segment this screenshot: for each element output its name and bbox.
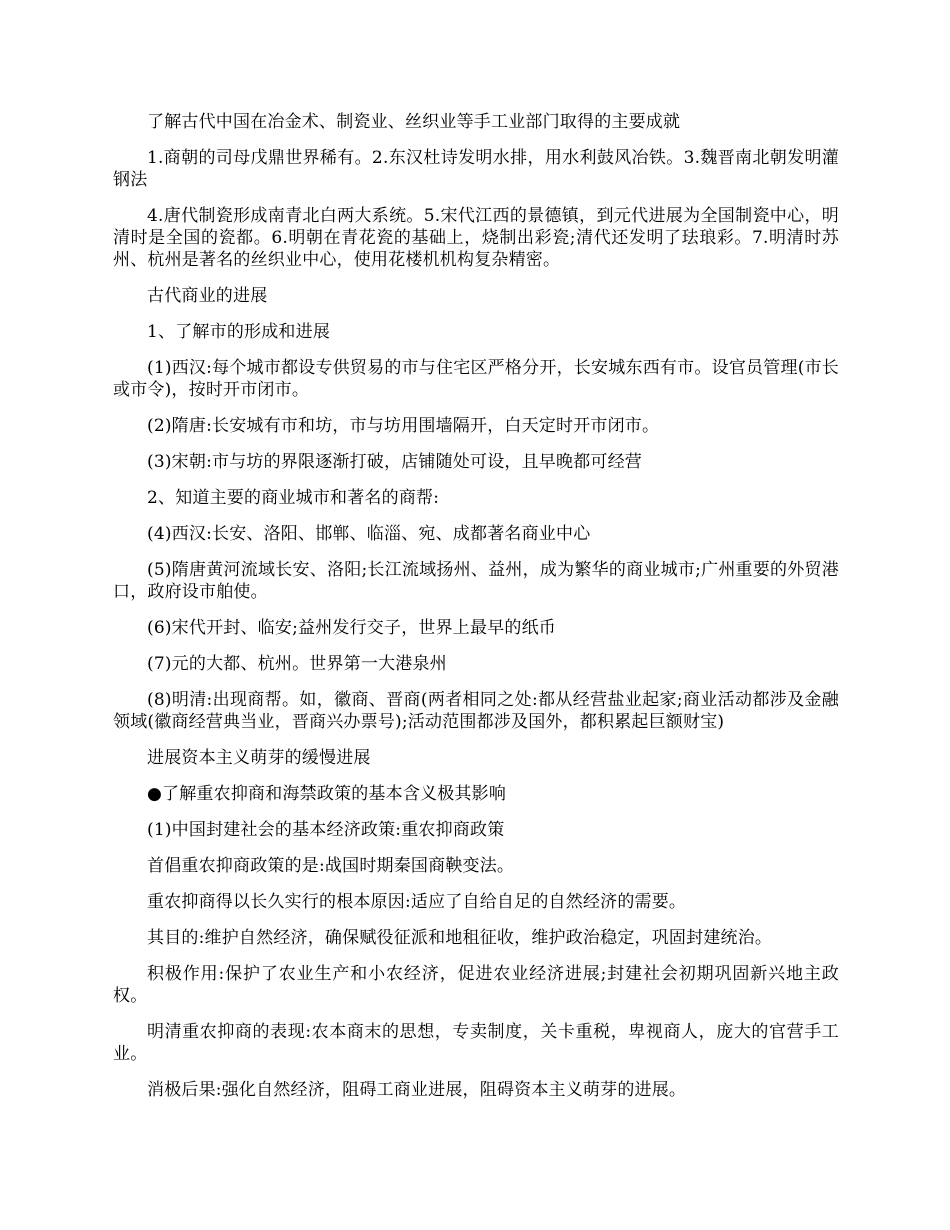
paragraph-western-han-market: (1)西汉:每个城市都设专供贸易的市与住宅区严格分开，长安城东西有市。设官员管理(市长或市令)，按时开市闭市。: [113, 358, 839, 400]
paragraph-ming-qing-merchants: (8)明清:出现商帮。如，徽商、晋商(两者相同之处:都从经营盐业起家;商业活动都涉及金融领域(徽商经营典当业，晋商兴办票号);活动范围都涉及国外，都积累起巨额财宝): [113, 690, 839, 732]
paragraph-policy-origin: 首倡重农抑商政策的是:战国时期秦国商鞅变法。: [147, 856, 515, 876]
section-heading-capitalism: 进展资本主义萌芽的缓慢进展: [147, 748, 371, 768]
paragraph-policy-purpose: 其目的:维护自然经济，确保赋役征派和地租征收，维护政治稳定，巩固封建统治。: [147, 928, 773, 948]
paragraph-porcelain-silk: 4.唐代制瓷形成南青北白两大系统。5.宋代江西的景德镇，到元代进展为全国制瓷中心，明清时是全国的瓷都。6.明朝在青花瓷的基础上，烧制出彩瓷;清代还发明了珐琅彩。7.明清时苏州、杭州是著名的丝织业中心，使用花楼机机构复杂精密。: [113, 206, 839, 270]
subheading-commercial-cities: 2、知道主要的商业城市和著名的商帮:: [147, 488, 440, 508]
paragraph-han-cities: (4)西汉:长安、洛阳、邯郸、临淄、宛、成都著名商业中心: [147, 524, 591, 544]
document-body: [113, 111, 839, 1115]
paragraph-negative-effect: 消极后果:强化自然经济，阻碍工商业进展，阻碍资本主义萌芽的进展。: [147, 1080, 687, 1100]
paragraph-metallurgy: 1.商朝的司母戊鼎世界稀有。2.东汉杜诗发明水排，用水利鼓风冶铁。3.魏晋南北朝发明灌钢法: [113, 148, 839, 190]
paragraph-yuan-cities: (7)元的大都、杭州。世界第一大港泉州: [147, 654, 447, 674]
paragraph-positive-effect: 积极作用:保护了农业生产和小农经济，促进农业经济进展;封建社会初期巩固新兴地主政权。: [113, 964, 839, 1006]
paragraph-song-market: (3)宋朝:市与坊的界限逐渐打破，店铺随处可设，且早晚都可经营: [147, 452, 643, 472]
subheading-policy: ●了解重农抑商和海禁政策的基本含义极其影响: [147, 784, 507, 804]
paragraph-sui-tang-cities: (5)隋唐黄河流域长安、洛阳;长江流域扬州、益州，成为繁华的商业城市;广州重要的外贸港口，政府设市舶使。: [113, 560, 839, 602]
paragraph-heading-handicraft: 了解古代中国在冶金术、制瓷业、丝织业等手工业部门取得的主要成就: [147, 112, 681, 132]
paragraph-sui-tang-market: (2)隋唐:长安城有市和坊，市与坊用围墙隔开，白天定时开市闭市。: [147, 416, 660, 436]
section-heading-commerce: 古代商业的进展: [147, 286, 268, 306]
paragraph-song-cities: (6)宋代开封、临安;益州发行交子，世界上最早的纸币: [147, 618, 557, 638]
paragraph-policy-root-cause: 重农抑商得以长久实行的根本原因:适应了自给自足的自然经济的需要。: [147, 892, 687, 912]
paragraph-basic-policy: (1)中国封建社会的基本经济政策:重农抑商政策: [147, 820, 505, 840]
subheading-market-formation: 1、了解市的形成和进展: [147, 322, 331, 342]
paragraph-ming-qing-manifestation: 明清重农抑商的表现:农本商末的思想，专卖制度，关卡重税，卑视商人，庞大的官营手工业。: [113, 1022, 839, 1064]
